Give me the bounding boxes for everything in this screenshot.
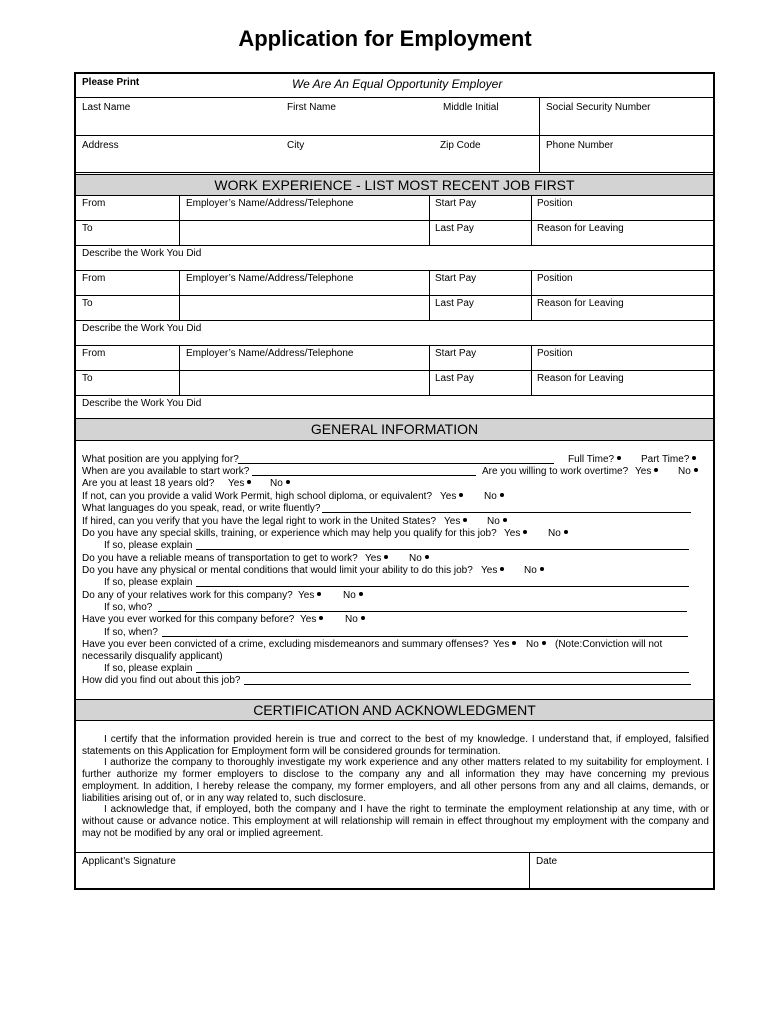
date-label: Date bbox=[536, 856, 558, 867]
job-1-from-row bbox=[76, 196, 713, 221]
employer-label: Employer’s Name/Address/Telephone bbox=[186, 198, 354, 209]
zip-label: Zip Code bbox=[440, 140, 481, 151]
position-answer-line[interactable] bbox=[238, 454, 554, 464]
yes-label: Yes bbox=[493, 639, 510, 650]
no-radio[interactable] bbox=[540, 567, 544, 571]
yes-label: Yes bbox=[365, 553, 382, 564]
last-pay-label: Last Pay bbox=[435, 298, 474, 309]
no-radio[interactable] bbox=[564, 530, 568, 534]
yes-label: Yes bbox=[481, 565, 498, 576]
no-label: No bbox=[343, 590, 356, 601]
no-radio[interactable] bbox=[500, 493, 504, 497]
employer-field[interactable] bbox=[179, 271, 429, 295]
ssn-field[interactable] bbox=[539, 98, 717, 135]
no-radio[interactable] bbox=[425, 555, 429, 559]
overtime-yes[interactable] bbox=[635, 466, 658, 478]
no-label: No bbox=[526, 639, 539, 650]
convicted-explain-label: If so, please explain bbox=[104, 663, 193, 674]
worked-no[interactable] bbox=[345, 614, 365, 626]
employer-field[interactable] bbox=[179, 196, 429, 220]
worked-yes[interactable] bbox=[300, 614, 323, 626]
worked-when-label: If so, when? bbox=[104, 627, 158, 638]
q-convicted: Have you ever been convicted of a crime, excluding misdemeanors and summary offenses? bbox=[82, 639, 489, 650]
job-3-to-row bbox=[76, 371, 713, 396]
phone-field[interactable] bbox=[539, 136, 717, 172]
yes-radio[interactable] bbox=[319, 616, 323, 620]
job-2-describe-row[interactable] bbox=[76, 321, 713, 346]
legal-no[interactable] bbox=[487, 516, 507, 528]
q-find: How did you find out about this job? bbox=[82, 675, 241, 686]
address-field[interactable] bbox=[76, 136, 281, 172]
relatives-yes[interactable] bbox=[298, 590, 321, 602]
signature-label: Applicant’s Signature bbox=[82, 856, 176, 867]
name-row bbox=[76, 98, 713, 136]
job-2-to-row bbox=[76, 296, 713, 321]
to-label: To bbox=[82, 223, 93, 234]
please-print-label: Please Print bbox=[82, 77, 140, 88]
relatives-who-line[interactable] bbox=[158, 602, 687, 612]
yes-label: Yes bbox=[444, 516, 461, 527]
no-radio[interactable] bbox=[694, 468, 698, 472]
no-label: No bbox=[345, 614, 358, 625]
q-relatives: Do any of your relatives work for this company? bbox=[82, 590, 293, 601]
relatives-no[interactable] bbox=[343, 590, 363, 602]
describe-label: Describe the Work You Did bbox=[82, 248, 202, 259]
part-time-radio[interactable] bbox=[692, 456, 696, 460]
q-transport: Do you have a reliable means of transportation to get to work? bbox=[82, 553, 358, 564]
phone-label: Phone Number bbox=[546, 140, 614, 151]
last-pay-field[interactable] bbox=[429, 296, 531, 320]
conviction-note: (Note:Conviction will not bbox=[555, 639, 663, 650]
describe-label: Describe the Work You Did bbox=[82, 323, 202, 334]
overtime-no[interactable] bbox=[678, 466, 698, 478]
q-start: When are you available to start work? bbox=[82, 466, 250, 477]
start-pay-field[interactable] bbox=[429, 196, 531, 220]
q-worked: Have you ever worked for this company before? bbox=[82, 614, 295, 625]
address-label: Address bbox=[82, 140, 119, 151]
date-field[interactable] bbox=[529, 853, 717, 890]
from-label: From bbox=[82, 348, 106, 359]
yes-radio[interactable] bbox=[384, 555, 388, 559]
employer-cont-field[interactable] bbox=[179, 371, 429, 395]
header-row bbox=[76, 74, 713, 98]
signature-field[interactable] bbox=[76, 853, 529, 890]
skills-explain-line[interactable] bbox=[196, 540, 689, 550]
conditions-no[interactable] bbox=[524, 565, 544, 577]
conditions-explain-label: If so, please explain bbox=[104, 577, 193, 588]
start-pay-field[interactable] bbox=[429, 346, 531, 370]
yes-label: Yes bbox=[300, 614, 317, 625]
certification-paragraph-1: I certify that the information provided herein is true and correct to the best of my knowledge. I understand that, if employed, falsified statements on this Application for Employment form will be considered grounds for termination. bbox=[82, 734, 709, 757]
position-label: Position bbox=[537, 273, 573, 284]
yes-radio[interactable] bbox=[500, 567, 504, 571]
first-name-label: First Name bbox=[287, 102, 336, 113]
yes-radio[interactable] bbox=[512, 641, 516, 645]
q-permit: If not, can you provide a valid Work Permit, high school diploma, or equivalent? bbox=[82, 491, 432, 502]
reason-label: Reason for Leaving bbox=[537, 223, 624, 234]
no-label: No bbox=[678, 466, 691, 477]
convicted-no[interactable] bbox=[526, 639, 546, 651]
permit-yes[interactable] bbox=[440, 491, 463, 503]
no-radio[interactable] bbox=[503, 518, 507, 522]
part-time-label: Part Time? bbox=[641, 454, 690, 465]
job-1-describe-row[interactable] bbox=[76, 246, 713, 271]
employer-field[interactable] bbox=[179, 346, 429, 370]
employer-label: Employer’s Name/Address/Telephone bbox=[186, 348, 354, 359]
conditions-yes[interactable] bbox=[481, 565, 504, 577]
yes-label: Yes bbox=[440, 491, 457, 502]
city-label: City bbox=[287, 140, 305, 151]
to-label: To bbox=[82, 298, 93, 309]
convicted-explain-line[interactable] bbox=[196, 663, 689, 673]
reason-field[interactable] bbox=[531, 371, 717, 395]
reason-field[interactable] bbox=[531, 296, 717, 320]
certification-heading: CERTIFICATION AND ACKNOWLEDGMENT bbox=[76, 699, 713, 721]
skills-yes[interactable] bbox=[504, 528, 527, 540]
last-name-field[interactable] bbox=[76, 98, 281, 135]
no-label: No bbox=[487, 516, 500, 527]
from-label: From bbox=[82, 273, 106, 284]
signature-row bbox=[76, 852, 713, 890]
yes-radio[interactable] bbox=[523, 530, 527, 534]
certification-paragraph-3: I acknowledge that, if employed, both the company and I have the right to terminate the employment relationship at any time, with or without cause or advance notice. This employment at will relationship will remain in effect throughout my employment with the company and may not be modified by any oral or implied agreement. bbox=[82, 804, 709, 839]
last-pay-field[interactable] bbox=[429, 221, 531, 245]
address-row bbox=[76, 136, 713, 173]
no-label: No bbox=[270, 478, 283, 489]
relatives-who-label: If so, who? bbox=[104, 602, 153, 613]
no-label: No bbox=[524, 565, 537, 576]
reason-field[interactable] bbox=[531, 221, 717, 245]
transport-yes[interactable] bbox=[365, 553, 388, 565]
position-label: Position bbox=[537, 198, 573, 209]
from-label: From bbox=[82, 198, 106, 209]
find-answer-line[interactable] bbox=[244, 675, 691, 685]
yes-label: Yes bbox=[635, 466, 652, 477]
job-3-describe-row[interactable] bbox=[76, 396, 713, 418]
full-time-label: Full Time? bbox=[568, 454, 615, 465]
skills-explain-label: If so, please explain bbox=[104, 540, 193, 551]
employer-cont-field[interactable] bbox=[179, 296, 429, 320]
work-experience-heading: WORK EXPERIENCE - LIST MOST RECENT JOB FIRST bbox=[76, 174, 713, 196]
yes-label: Yes bbox=[504, 528, 521, 539]
middle-initial-field[interactable] bbox=[437, 98, 539, 135]
start-answer-line[interactable] bbox=[252, 466, 476, 476]
reason-label: Reason for Leaving bbox=[537, 298, 624, 309]
last-name-label: Last Name bbox=[82, 102, 131, 113]
age-yes[interactable] bbox=[228, 478, 251, 490]
convicted-yes[interactable] bbox=[493, 639, 516, 651]
employer-cont-field[interactable] bbox=[179, 221, 429, 245]
yes-radio[interactable] bbox=[247, 480, 251, 484]
age-no[interactable] bbox=[270, 478, 290, 490]
certification-paragraph-2: I authorize the company to thoroughly investigate my work experience and any other matters related to my suitability for employment. I further authorize my former employers to disclose to the company any and all information they may have concerning my previous employment. In addition, I hereby release the company, my former employers, and all other persons from any and all claims, demands, or liabilities arising out of, or in any way related to, such disclosure. bbox=[82, 757, 709, 804]
first-name-field[interactable] bbox=[281, 98, 437, 135]
position-field[interactable] bbox=[531, 196, 717, 220]
application-form bbox=[74, 72, 715, 890]
conditions-explain-line[interactable] bbox=[196, 577, 689, 587]
no-radio[interactable] bbox=[286, 480, 290, 484]
conviction-note-cont: necessarily disqualify applicant) bbox=[82, 651, 223, 662]
start-pay-label: Start Pay bbox=[435, 273, 477, 284]
ssn-label: Social Security Number bbox=[546, 102, 651, 113]
yes-radio[interactable] bbox=[459, 493, 463, 497]
zip-field[interactable] bbox=[437, 136, 539, 172]
yes-radio[interactable] bbox=[463, 518, 467, 522]
yes-label: Yes bbox=[298, 590, 315, 601]
languages-answer-line[interactable] bbox=[322, 503, 691, 513]
q-18: Are you at least 18 years old? bbox=[82, 478, 215, 489]
describe-label: Describe the Work You Did bbox=[82, 398, 202, 409]
position-field[interactable] bbox=[531, 346, 717, 370]
start-pay-label: Start Pay bbox=[435, 198, 477, 209]
q-skills: Do you have any special skills, training, or experience which may help you qualify for this job? bbox=[82, 528, 497, 539]
skills-no[interactable] bbox=[548, 528, 568, 540]
yes-label: Yes bbox=[228, 478, 245, 489]
job-1-to-row bbox=[76, 221, 713, 246]
worked-when-line[interactable] bbox=[162, 627, 688, 637]
reason-label: Reason for Leaving bbox=[537, 373, 624, 384]
part-time-option[interactable] bbox=[641, 454, 696, 466]
q-position: What position are you applying for? bbox=[82, 454, 239, 465]
no-radio[interactable] bbox=[359, 592, 363, 596]
city-field[interactable] bbox=[281, 136, 437, 172]
q-languages: What languages do you speak, read, or write fluently? bbox=[82, 503, 321, 514]
eeo-statement: We Are An Equal Opportunity Employer bbox=[292, 77, 503, 91]
page-title: Application for Employment bbox=[238, 26, 532, 51]
no-label: No bbox=[409, 553, 422, 564]
to-label: To bbox=[82, 373, 93, 384]
q-overtime: Are you willing to work overtime? bbox=[482, 466, 629, 477]
no-radio[interactable] bbox=[542, 641, 546, 645]
position-label: Position bbox=[537, 348, 573, 359]
full-time-radio[interactable] bbox=[617, 456, 621, 460]
q-legal: If hired, can you verify that you have the legal right to work in the United States? bbox=[82, 516, 437, 527]
middle-initial-label: Middle Initial bbox=[443, 102, 499, 113]
general-information-heading: GENERAL INFORMATION bbox=[76, 418, 713, 441]
permit-no[interactable] bbox=[484, 491, 504, 503]
employer-label: Employer’s Name/Address/Telephone bbox=[186, 273, 354, 284]
last-pay-label: Last Pay bbox=[435, 223, 474, 234]
yes-radio[interactable] bbox=[317, 592, 321, 596]
certification-text bbox=[82, 734, 709, 839]
job-2-from-row bbox=[76, 271, 713, 296]
full-time-option[interactable] bbox=[568, 454, 621, 466]
yes-radio[interactable] bbox=[654, 468, 658, 472]
job-3-from-row bbox=[76, 346, 713, 371]
last-pay-label: Last Pay bbox=[435, 373, 474, 384]
start-pay-field[interactable] bbox=[429, 271, 531, 295]
q-conditions: Do you have any physical or mental conditions that would limit your ability to do this job? bbox=[82, 565, 473, 576]
transport-no[interactable] bbox=[409, 553, 429, 565]
start-pay-label: Start Pay bbox=[435, 348, 477, 359]
last-pay-field[interactable] bbox=[429, 371, 531, 395]
no-radio[interactable] bbox=[361, 616, 365, 620]
legal-yes[interactable] bbox=[444, 516, 467, 528]
no-label: No bbox=[484, 491, 497, 502]
position-field[interactable] bbox=[531, 271, 717, 295]
no-label: No bbox=[548, 528, 561, 539]
